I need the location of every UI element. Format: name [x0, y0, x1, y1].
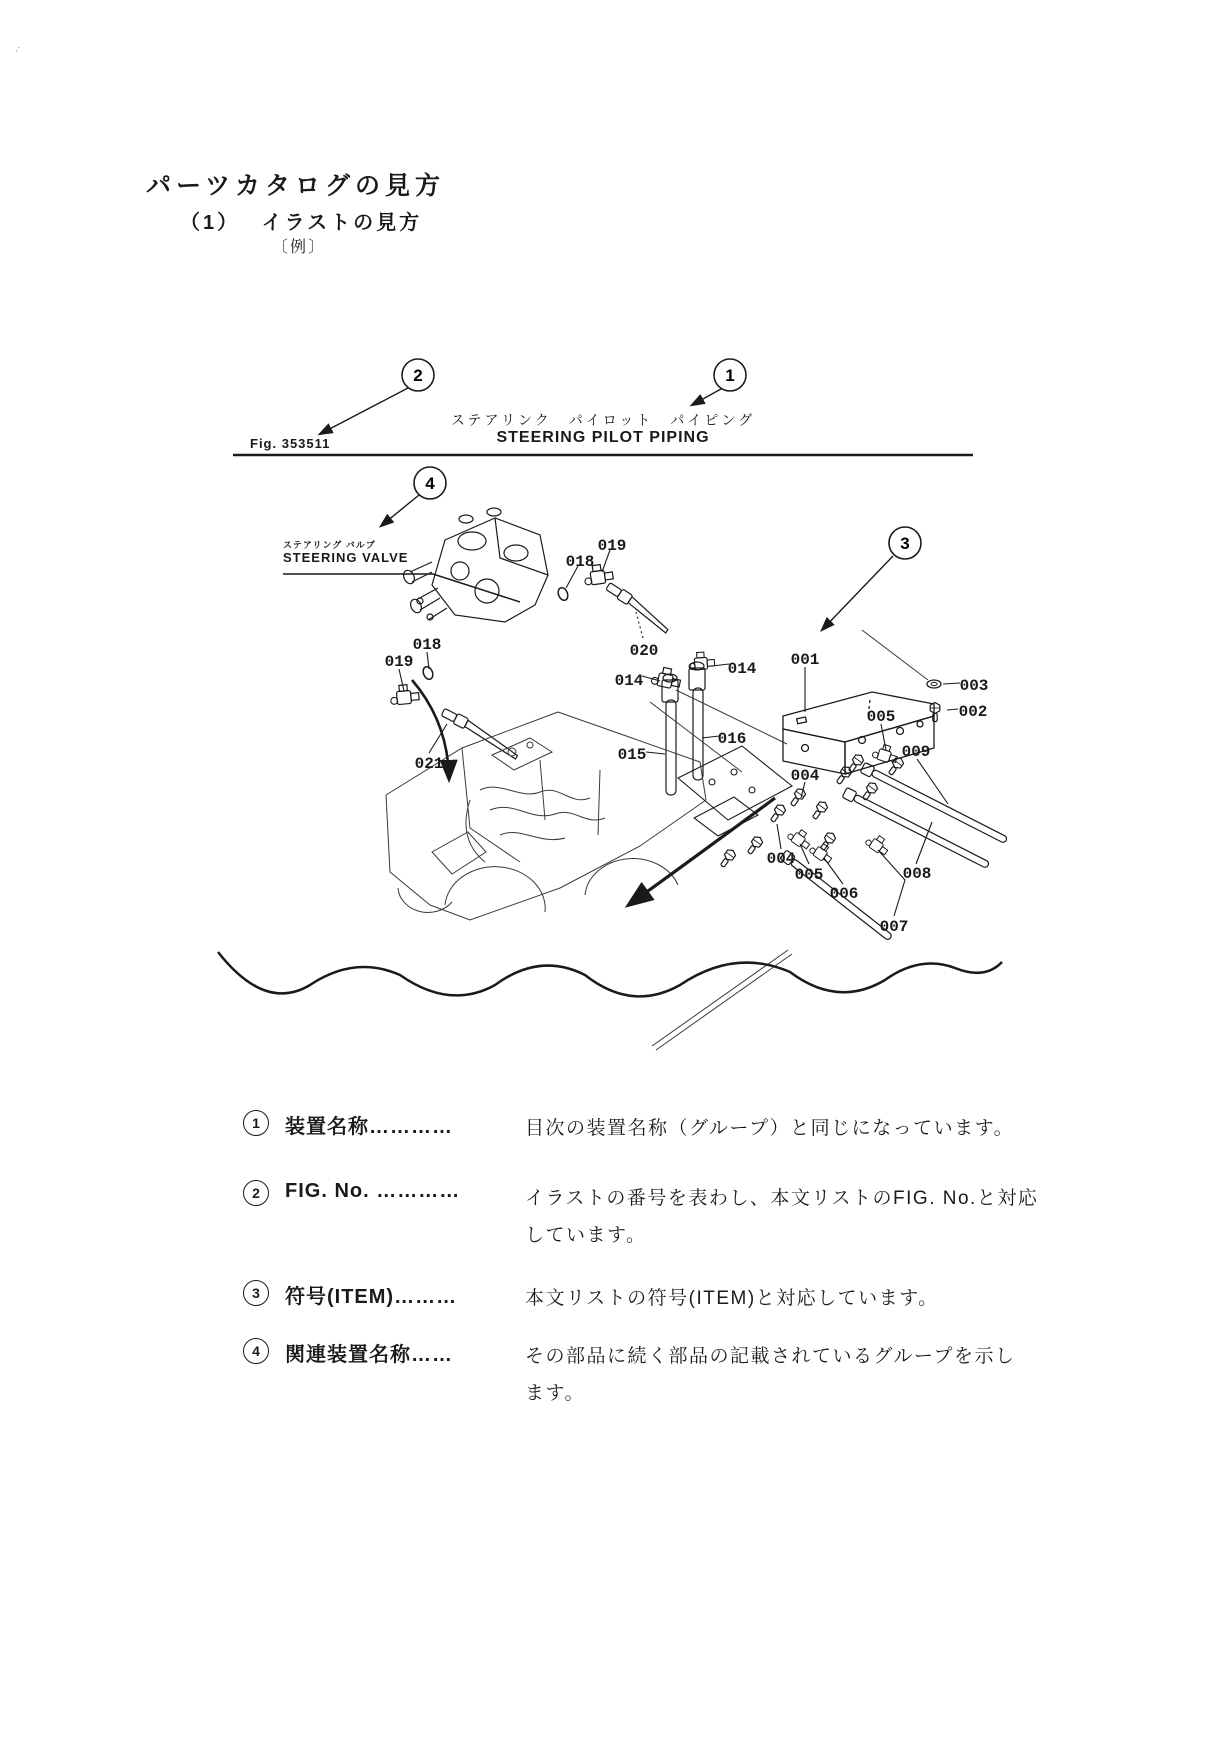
callout-4 — [381, 467, 446, 526]
probe-021 — [439, 707, 522, 759]
part-label: 016 — [717, 730, 747, 748]
part-label: 006 — [829, 885, 859, 903]
washer-003 — [927, 680, 941, 688]
figure-title-ja: ステアリンク パイロット パイピング — [450, 412, 756, 428]
legend-term: 装置名称………… — [285, 1116, 453, 1138]
part-label: 021 — [414, 755, 444, 773]
chassis-sketch — [386, 630, 928, 1050]
steering-valve-drawing — [402, 508, 548, 622]
page-subtitle: （1） イラストの見方 — [180, 212, 423, 234]
bolt-002 — [930, 703, 940, 722]
part-label: 014 — [614, 672, 644, 690]
example-label: 〔例〕 — [272, 239, 327, 256]
part-label: 018 — [412, 636, 442, 654]
o-ring-018-top — [556, 586, 569, 601]
part-label: 020 — [629, 642, 659, 660]
figure-title-en: STEERING PILOT PIPING — [496, 429, 710, 446]
valve-label-ja: ステアリング バルブ — [283, 540, 376, 550]
legend-circle-number: 1 — [243, 1110, 269, 1136]
legend-row-2 — [243, 1180, 1038, 1254]
probe-020 — [604, 581, 673, 633]
legend-description: 目次の装置名称（グループ）と同じになっています。 — [525, 1118, 1015, 1139]
callout-number: 4 — [425, 474, 435, 493]
valve-label-en: STEERING VALVE — [283, 549, 409, 565]
part-label: 019 — [384, 653, 414, 671]
part-label: 005 — [794, 866, 824, 884]
legend-description: 本文リストの符号(ITEM)と対応しています。 — [525, 1288, 939, 1309]
o-ring-018-left — [421, 665, 434, 680]
page-title: パーツカタログの見方 — [146, 172, 446, 200]
legend-row-3 — [243, 1280, 939, 1317]
callout-2 — [320, 359, 434, 434]
legend-circle-number: 4 — [243, 1338, 269, 1364]
valve-label-leader — [283, 574, 520, 602]
scan-artifact: .· — [12, 41, 23, 55]
callout-number: 3 — [900, 534, 910, 553]
part-label: 015 — [617, 746, 647, 764]
part-label: 003 — [959, 677, 989, 695]
part-label: 004 — [766, 850, 796, 868]
bracket-001 — [783, 692, 934, 774]
legend-term: FIG. No. ………… — [285, 1180, 461, 1202]
part-label: 002 — [958, 703, 988, 721]
legend-row-1 — [243, 1110, 1014, 1147]
part-labels — [385, 537, 989, 936]
part-label: 009 — [901, 743, 931, 761]
legend-row-4 — [243, 1338, 1015, 1412]
part-label: 001 — [790, 651, 820, 669]
legend-description: イラストの番号を表わし、本文リストのFIG. No.と対応 しています。 — [525, 1188, 1039, 1246]
part-label: 018 — [565, 553, 595, 571]
part-label: 014 — [727, 660, 757, 678]
legend-circle-number: 2 — [243, 1180, 269, 1206]
part-label: 008 — [902, 865, 932, 883]
legend-term: 関連装置名称…… — [285, 1344, 453, 1366]
part-label: 005 — [866, 708, 896, 726]
legend-description: その部品に続く部品の記載されているグループを示し ます。 — [525, 1346, 1016, 1404]
part-label: 004 — [790, 767, 820, 785]
mounting-plates — [678, 746, 792, 836]
callout-3 — [822, 527, 921, 630]
part-label: 007 — [879, 918, 909, 936]
callout-number: 1 — [725, 366, 735, 385]
callout-1 — [692, 359, 746, 405]
part-label: 019 — [597, 537, 627, 555]
legend-term: 符号(ITEM)……… — [285, 1286, 458, 1308]
callout-number: 2 — [413, 366, 423, 385]
figure-number: Fig. 353511 — [250, 436, 331, 451]
legend-circle-number: 3 — [243, 1280, 269, 1306]
wave-break-line — [218, 952, 1002, 996]
